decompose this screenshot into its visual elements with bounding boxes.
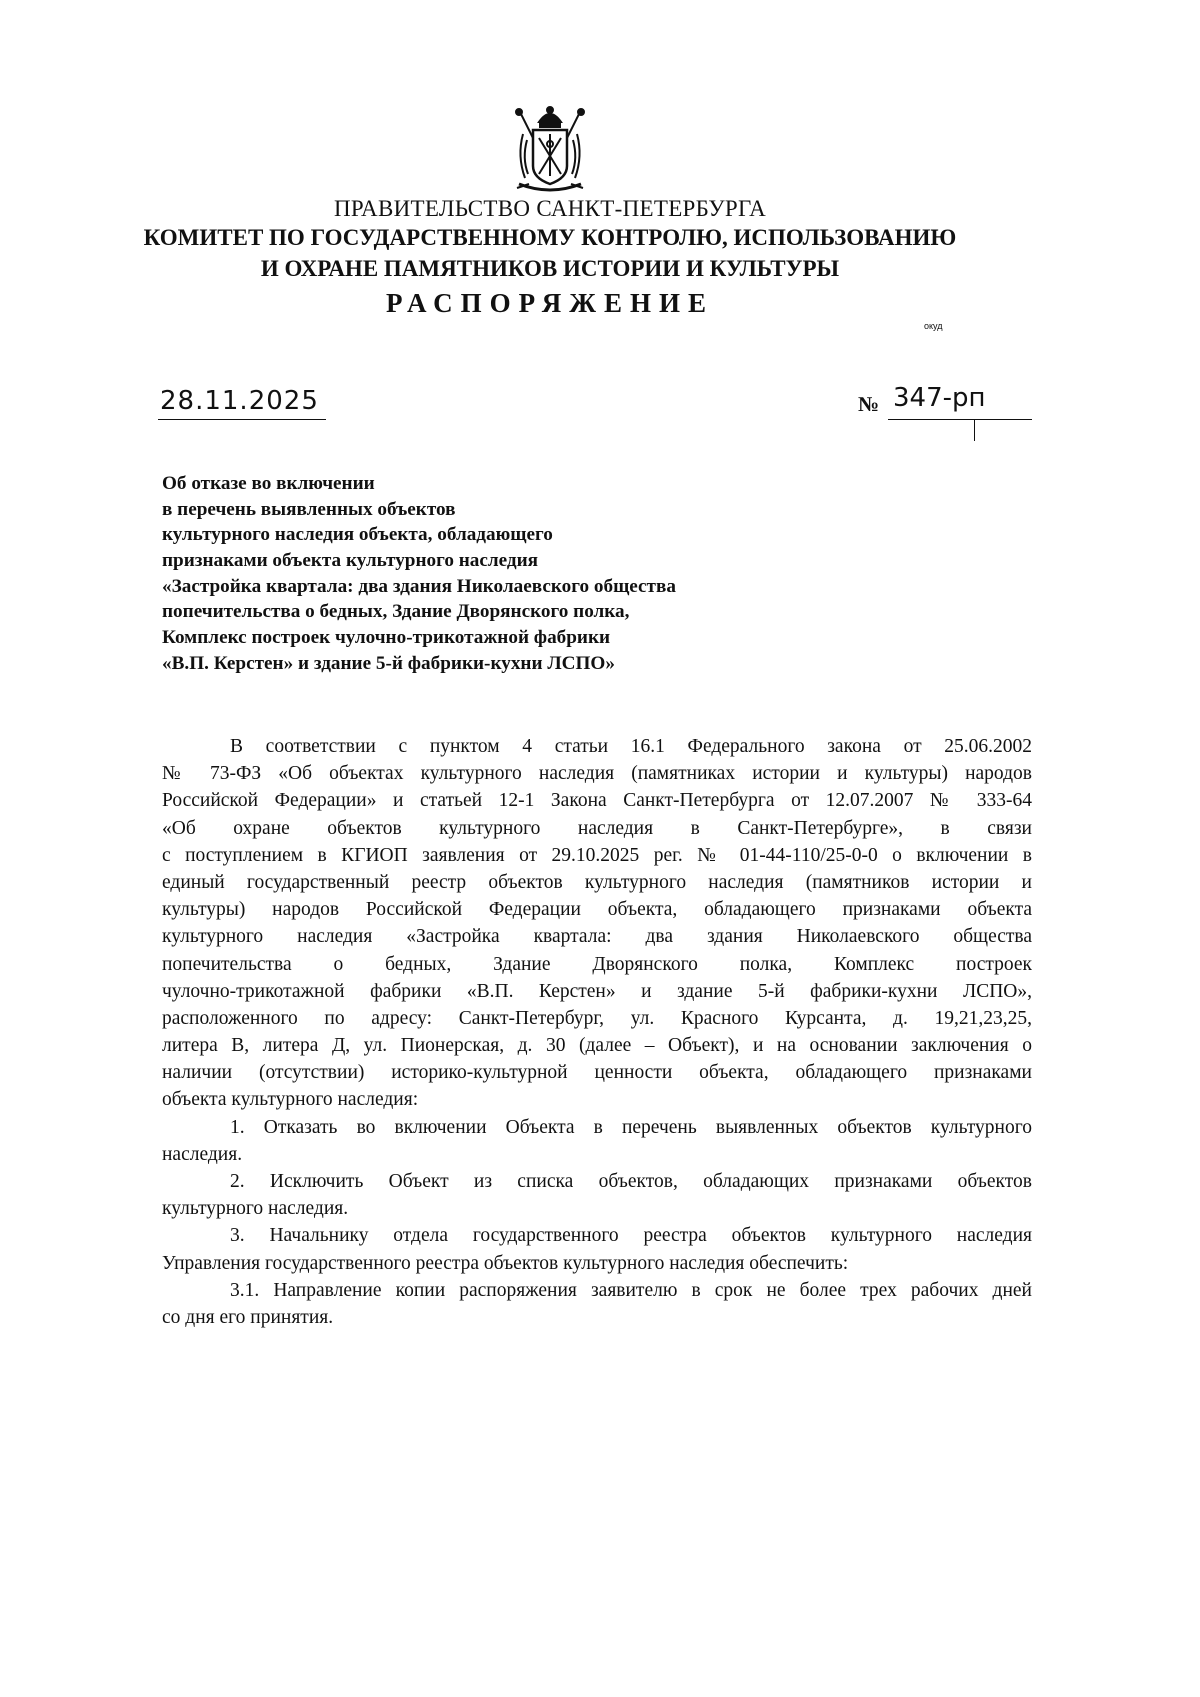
item-3-1-line: со дня его принятия. xyxy=(162,1306,334,1328)
title-line: «Застройка квартала: два здания Николаевского общества xyxy=(162,575,676,597)
item-1-line: наследия. xyxy=(162,1143,243,1165)
item-3-line: 3. Начальнику отдела государственного реестра объектов культурного наследия xyxy=(230,1225,1032,1247)
preamble-line: чулочно-трикотажной фабрики «В.П. Керстен» и здание 5-й фабрики-кухни ЛСПО», xyxy=(162,980,1032,1002)
title-line: признаками объекта культурного наследия xyxy=(162,550,539,572)
preamble-line: культурного наследия «Застройка квартала: два здания Николаевского общества xyxy=(162,926,1032,948)
saint-petersburg-coat-of-arms-icon xyxy=(509,104,591,194)
preamble-line: единый государственный реестр объектов культурного наследия (памятников истории и xyxy=(162,871,1032,893)
title-line: попечительства о бедных, Здание Дворянского полка, xyxy=(162,601,630,623)
preamble-line: объекта культурного наследия: xyxy=(162,1089,419,1111)
preamble-line: культуры) народов Российской Федерации объекта, обладающего признаками объекта xyxy=(162,899,1032,921)
okud-label: окуд xyxy=(924,321,943,331)
number-underline xyxy=(888,419,1032,420)
preamble-line: расположенного по адресу: Санкт-Петербург, ул. Красного Курсанта, д. 19,21,23,25, xyxy=(162,1007,1032,1029)
preamble-line: В соответствии с пунктом 4 статьи 16.1 Федерального закона от 25.06.2002 xyxy=(230,736,1032,757)
item-2-line: 2. Исключить Объект из списка объектов, обладающих признаками объектов xyxy=(230,1171,1032,1192)
preamble-line: № 73-ФЗ «Об объектах культурного наследия (памятниках истории и культуры) народов xyxy=(162,763,1032,785)
title-line: культурного наследия объекта, обладающего xyxy=(162,524,553,546)
preamble-line: с поступлением в КГИОП заявления от 29.10.2025 рег. № 01-44-110/25-0-0 о включении в xyxy=(162,844,1032,866)
committee-name-line-2: И ОХРАНЕ ПАМЯТНИКОВ ИСТОРИИ И КУЛЬТУРЫ xyxy=(260,256,840,281)
document-type: РАСПОРЯЖЕНИЕ xyxy=(385,288,715,318)
order-date: 28.11.2025 xyxy=(160,386,319,416)
preamble-line: попечительства о бедных, Здание Дворянского полка, Комплекс построек xyxy=(162,953,1032,975)
order-body xyxy=(162,733,1032,1331)
title-line: «В.П. Керстен» и здание 5-й фабрики-кухни ЛСПО» xyxy=(162,652,615,674)
title-line: в перечень выявленных объектов xyxy=(162,498,456,520)
preamble-line: наличии (отсутствии) историко-культурной ценности объекта, обладающего признаками xyxy=(162,1062,1032,1084)
item-3-line: Управления государственного реестра объектов культурного наследия обеспечить: xyxy=(162,1252,849,1274)
preamble-line: литера В, литера Д, ул. Пионерская, д. 30 (далее – Объект), и на основании заключения о xyxy=(162,1035,1032,1057)
order-title xyxy=(162,471,676,677)
preamble-line: «Об охране объектов культурного наследия в Санкт-Петербурге», в связи xyxy=(162,817,1032,839)
item-1-line: 1. Отказать во включении Объекта в перечень выявленных объектов культурного xyxy=(230,1116,1032,1138)
item-3-1-line: 3.1. Направление копии распоряжения заявителю в срок не более трех рабочих дней xyxy=(230,1279,1032,1301)
title-line: Об отказе во включении xyxy=(162,473,375,494)
preamble-line: Российской Федерации» и статьей 12-1 Закона Санкт-Петербурга от 12.07.2007 № 333-64 xyxy=(162,790,1032,812)
government-name: ПРАВИТЕЛЬСТВО САНКТ-ПЕТЕРБУРГА xyxy=(333,196,767,221)
number-underline-stroke xyxy=(974,419,975,441)
committee-name-line-1: КОМИТЕТ ПО ГОСУДАРСТВЕННОМУ КОНТРОЛЮ, ИСПОЛЬЗОВАНИЮ xyxy=(143,225,957,250)
item-2-line: культурного наследия. xyxy=(162,1198,349,1220)
order-number: 347-рп xyxy=(893,383,986,413)
number-sign: № xyxy=(858,392,880,416)
title-line: Комплекс построек чулочно-трикотажной фабрики xyxy=(162,627,611,649)
date-underline xyxy=(158,419,326,420)
